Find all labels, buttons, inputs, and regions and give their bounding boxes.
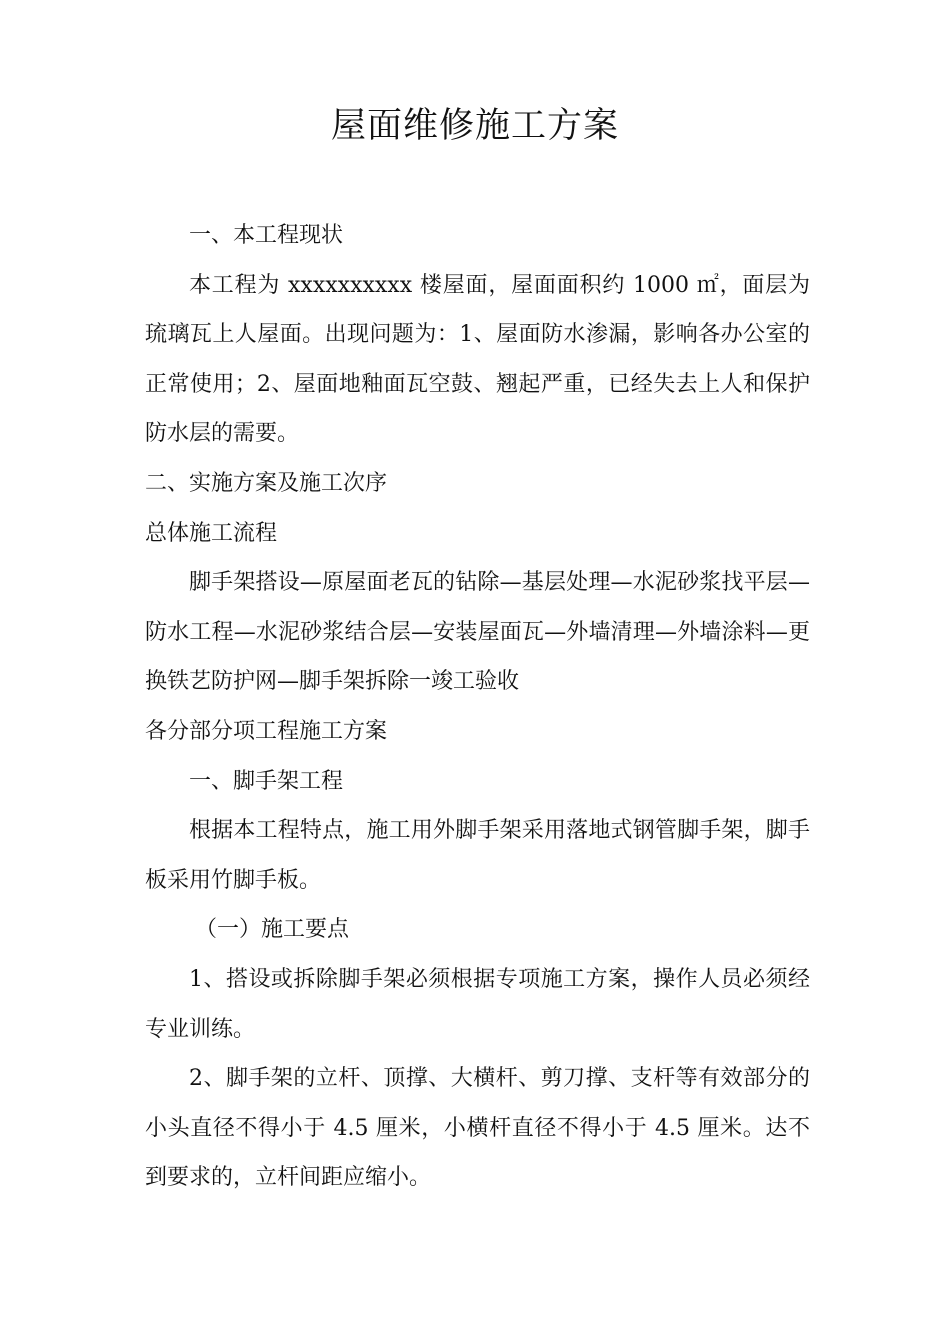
- paragraph-current-status: 本工程为 xxxxxxxxxx 楼屋面，屋面面积约 1000 ㎡，面层为琉璃瓦上人屋面。出现问题为：1、屋面防水渗漏，影响各办公室的正常使用；2、屋面地釉面瓦空鼓、翘起严重，已经失去上人和保护防水层的需要。: [145, 272, 810, 447]
- section-heading-plan-and-sequence: 二、实施方案及施工次序: [145, 470, 388, 496]
- document-body: [145, 211, 810, 1203]
- subheading-key-points: （一）施工要点: [195, 917, 350, 943]
- subheading-overall-process: 总体施工流程: [145, 520, 278, 546]
- paragraph-point-2: 2、脚手架的立杆、顶撑、大横杆、剪刀撑、支杆等有效部分的小头直径不得小于 4.5 厘米，小横杆直径不得小于 4.5 厘米。达不到要求的，立杆间距应缩小。: [145, 1066, 810, 1191]
- subheading-sub-item-plans: 各分部分项工程施工方案: [145, 718, 388, 744]
- paragraph-process-flow: 脚手架搭设—原屋面老瓦的钻除—基层处理—水泥砂浆找平层—防水工程—水泥砂浆结合层—安装屋面瓦—外墙清理—外墙涂料—更换铁艺防护网—脚手架拆除一竣工验收: [145, 570, 810, 695]
- paragraph-point-1: 1、搭设或拆除脚手架必须根据专项施工方案，操作人员必须经专业训练。: [145, 966, 810, 1042]
- paragraph-scaffolding: 根据本工程特点，施工用外脚手架采用落地式钢管脚手架，脚手板采用竹脚手板。: [145, 818, 810, 893]
- document-title: 屋面维修施工方案: [330, 106, 619, 146]
- section-heading-current-status: 一、本工程现状: [189, 223, 344, 248]
- section-heading-scaffolding: 一、脚手架工程: [189, 768, 344, 794]
